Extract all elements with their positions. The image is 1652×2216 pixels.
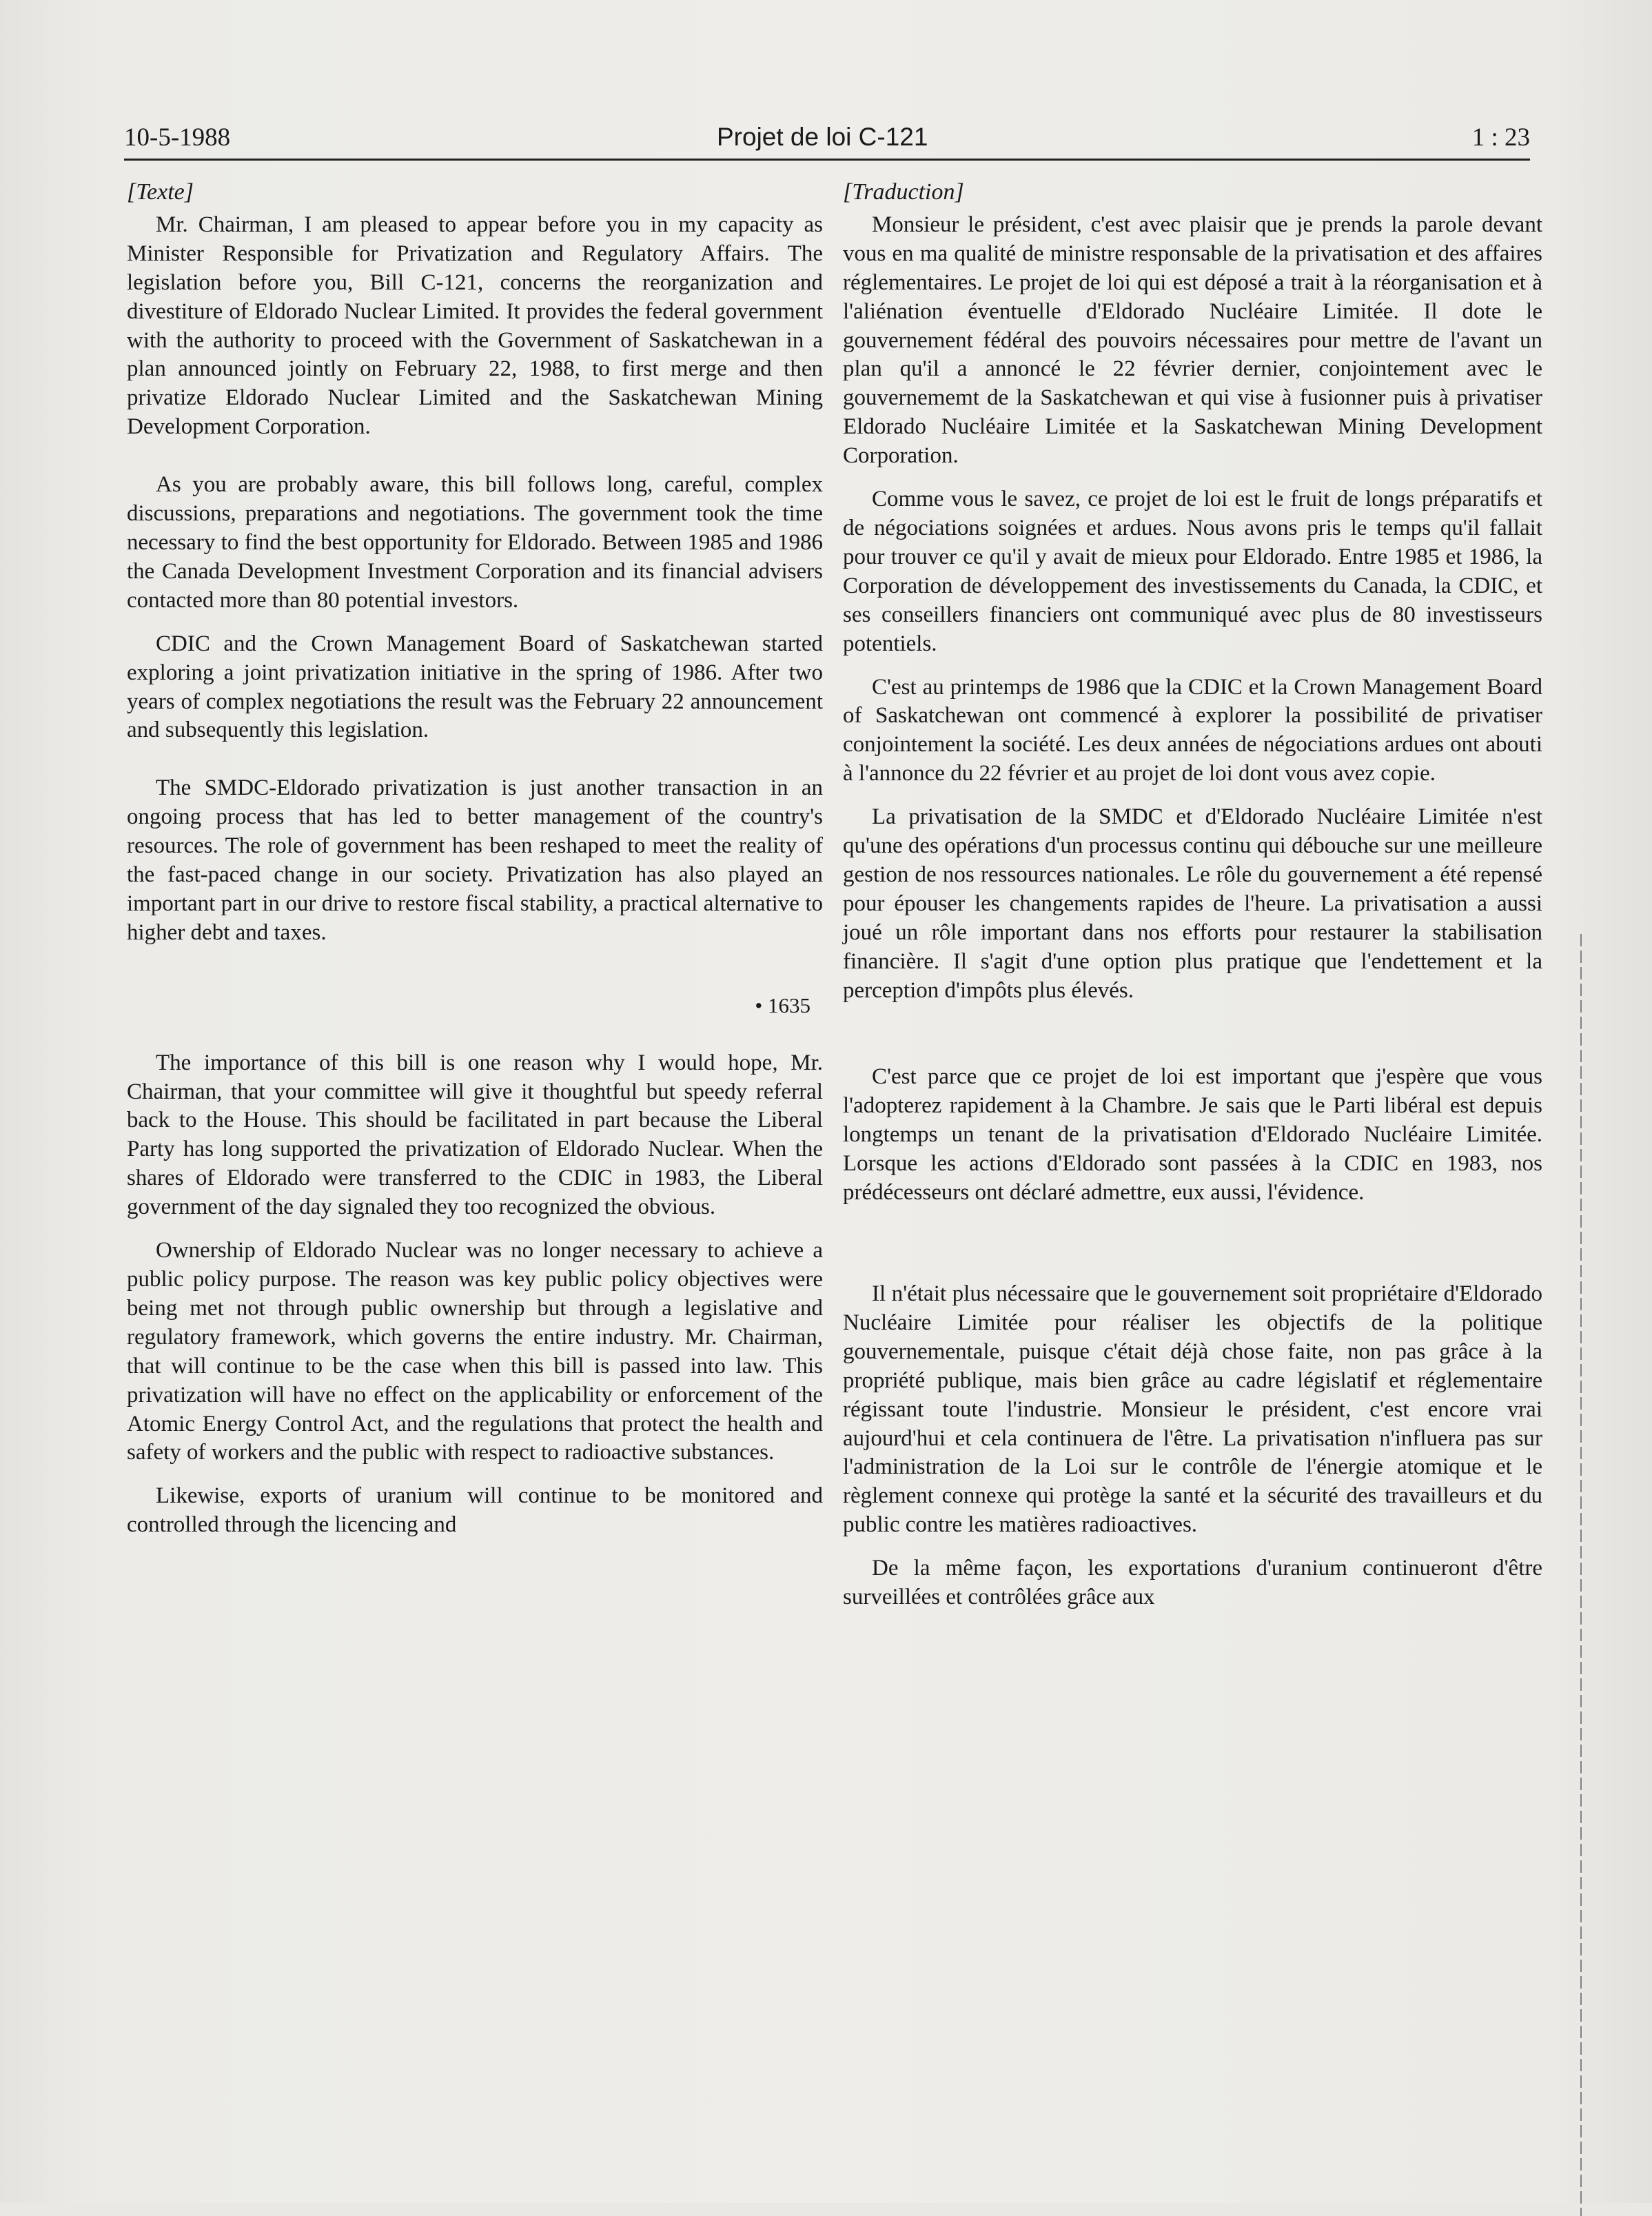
paragraph: Ownership of Eldorado Nuclear was no longer necessary to achieve a public policy purpose. The reason was key public policy objectives were being met not through public ownership but through a legislative and regulatory framework, which governs the entire industry. Mr. Chairman, that will continue to be the case when this bill is passed into law. This privatization will have no effect on the applicability or enforcement of the Atomic Energy Control Act, and the regulations that protect the health and safety of workers and the public with respect to radioactive substances.: [127, 1238, 823, 1465]
paragraph: Monsieur le président, c'est avec plaisir que je prends la parole devant vous en ma qualité de ministre responsable de la privatisation et des affaires réglementaires. Le projet de loi qui est déposé a trait à la réorganisation et à l'aliénation éventuelle d'Eldorado Nucléaire Limitée. Il dote le gouvernement fédéral des pouvoirs nécessaires pour mettre de l'avant un plan qu'il a annoncé le 22 février dernier, conjointement avec le gouvernememt de la Saskatchewan et qui vise à fusionner puis à privatiser Eldorado Nucléaire Limitée et la Saskatchewan Mining Development Corporation.: [843, 212, 1542, 469]
translation-label: [Traduction]: [843, 179, 964, 205]
paragraph: CDIC and the Crown Management Board of Saskatchewan started exploring a joint privatization initiative in the spring of 1986. After two years of complex negotiations the result was the February 22 announcement and subsequently this legislation.: [127, 631, 823, 743]
english-column: [127, 178, 823, 1540]
header-title: Projet de loi C-121: [717, 123, 928, 151]
paragraph: Il n'était plus nécessaire que le gouvernement soit propriétaire d'Eldorado Nucléaire Limitée pour réaliser les objectifs de la politique gouvernementale, puisque c'était déjà chose faite, non pas grâce à la propriété publique, mais bien grâce au cadre législatif et réglementaire régissant toute l'industrie. Monsieur le président, c'est encore vrai aujourd'hui et cela continuera de l'être. La privatisation n'influera pas sur l'administration de la Loi sur le contrôle de l'énergie atomique et le règlement connexe qui protège la santé et la sécurité des travailleurs et du public contre les matières radioactives.: [843, 1281, 1542, 1538]
header-date: 10-5-1988: [124, 123, 231, 152]
header-page-number: 1 : 23: [1471, 123, 1530, 152]
time-marker: • 1635: [755, 993, 810, 1017]
paragraph: C'est parce que ce projet de loi est important que j'espère que vous l'adopterez rapidement à la Chambre. Je sais que le Parti libéral est depuis longtemps un tenant de la privatisation d'Eldorado Nucléaire Limitée. Lorsque les actions d'Eldorado sont passées à la CDIC en 1983, nos prédécesseurs ont déclaré admettre, eux aussi, l'évidence.: [843, 1064, 1542, 1206]
paragraph: La privatisation de la SMDC et d'Eldorado Nucléaire Limitée n'est qu'une des opérations d'un processus continu qui débouche sur une meilleure gestion de nos ressources nationales. Le rôle du gouvernement a été repensé pour épouser les changements rapides de l'heure. La privatisation a aussi joué un rôle important dans nos efforts pour restaurer la stabilisation financière. Il s'agit d'une option plus pratique que l'endettement et la perception d'impôts plus élevés.: [843, 804, 1542, 1003]
paragraph: As you are probably aware, this bill follows long, careful, complex discussions, preparations and negotiations. The government took the time necessary to find the best opportunity for Eldorado. Between 1985 and 1986 the Canada Development Investment Corporation and its financial advisers contacted more than 80 potential investors.: [127, 472, 823, 613]
paragraph: Likewise, exports of uranium will continue to be monitored and controlled through the licencing and: [127, 1483, 823, 1538]
paragraph: Comme vous le savez, ce projet de loi est le fruit de longs préparatifs et de négociations soignées et ardues. Nous avons pris le temps qu'il fallait pour trouver ce qu'il y avait de mieux pour Eldorado. Entre 1985 et 1986, la Corporation de développement des investissements du Canada, la CDIC, et ses conseillers financiers ont communiqué avec plus de 80 investisseurs potentiels.: [843, 487, 1542, 656]
french-column: [843, 178, 1542, 1612]
paragraph: C'est au printemps de 1986 que la CDIC et la Crown Management Board of Saskatchewan ont commencé à explorer la possibilité de privatiser conjointement la société. Les deux années de négociations ardues ont abouti à l'annonce du 22 février et au projet de loi dont vous avez copie.: [843, 674, 1542, 786]
margin-rule: [1580, 934, 1582, 2216]
page-header: [124, 123, 1530, 161]
paragraph: Mr. Chairman, I am pleased to appear before you in my capacity as Minister Responsible for Privatization and Regulatory Affairs. The legislation before you, Bill C-121, concerns the reorganization and divestiture of Eldorado Nuclear Limited. It provides the federal government with the authority to proceed with the Government of Saskatchewan in a plan announced jointly on February 22, 1988, to first merge and then privatize Eldorado Nuclear Limited and the Saskatchewan Mining Development Corporation.: [127, 212, 823, 440]
paragraph: The SMDC-Eldorado privatization is just another transaction in an ongoing process that has led to better management of the country's resources. The role of government has been reshaped to meet the reality of the fast-paced change in our society. Privatization has also played an important part in our drive to restore fiscal stability, a practical alternative to higher debt and taxes.: [127, 775, 823, 945]
text-label: [Texte]: [127, 179, 194, 205]
paragraph: De la même façon, les exportations d'uranium continueront d'être surveillées et contrôlées grâce aux: [843, 1556, 1542, 1610]
paragraph: The importance of this bill is one reason why I would hope, Mr. Chairman, that your committee will give it thoughtful but speedy referral back to the House. This should be facilitated in part because the Liberal Party has long supported the privatization of Eldorado Nuclear. When the shares of Eldorado were transferred to the CDIC in 1983, the Liberal government of the day signaled they too recognized the obvious.: [127, 1050, 823, 1220]
